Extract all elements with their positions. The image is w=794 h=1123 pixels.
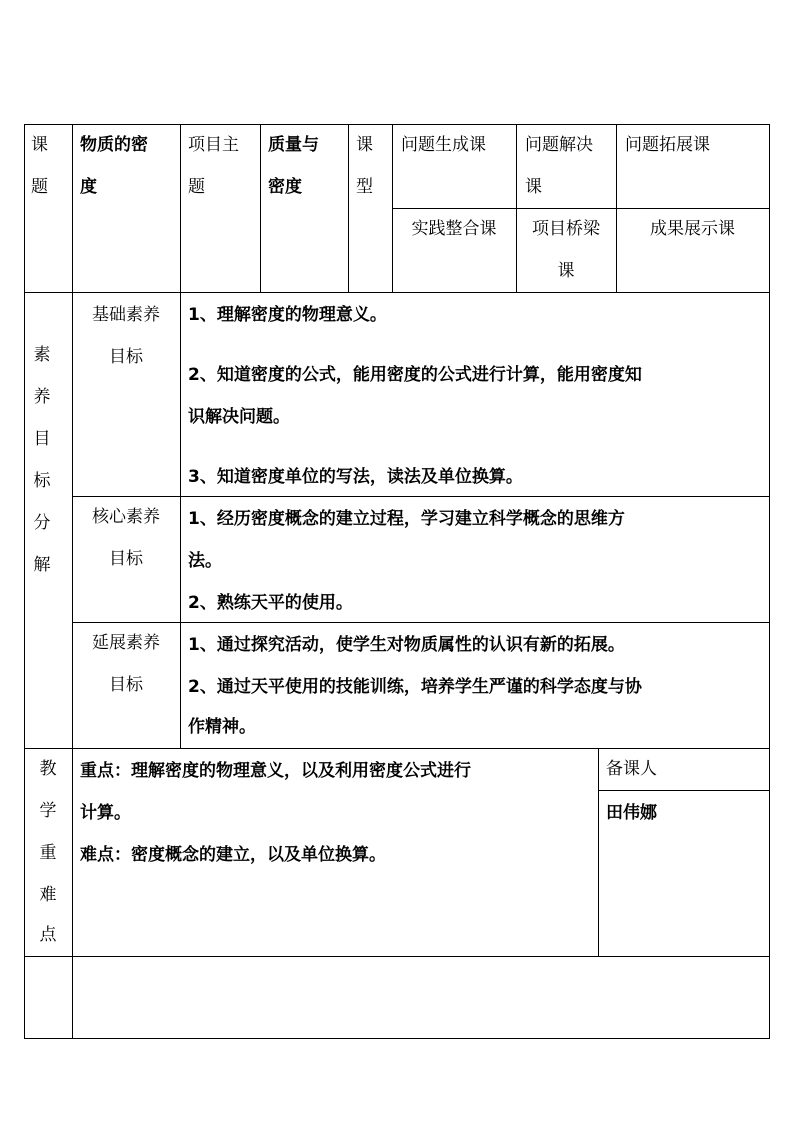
- extended-goal-line-3: 作精神。: [188, 717, 256, 737]
- key-point-line-1: 重点：理解密度的物理意义，以及利用密度公式进行: [80, 761, 471, 781]
- core-goal-label-line1: 核心素养: [92, 507, 160, 527]
- type-problem-extension: 问题拓展课: [625, 135, 710, 155]
- goals-section-label-6: 解: [33, 555, 51, 575]
- type-problem-solving-line1: 问题解决: [525, 135, 593, 155]
- type-practice-integration: 实践整合课: [411, 219, 497, 239]
- core-goal-line-3: 2、熟练天平的使用。: [188, 593, 353, 613]
- project-label-line1: 项目主: [188, 135, 239, 155]
- basic-goal-label-line2: 目标: [109, 347, 143, 367]
- type-result-display: 成果展示课: [650, 219, 735, 239]
- extended-goal-line-1: 1、通过探究活动，使学生对物质属性的认识有新的拓展。: [188, 635, 625, 655]
- type-label-line2: 型: [356, 177, 373, 197]
- basic-goal-line-3: 识解决问题。: [188, 407, 290, 427]
- goals-section-label-4: 标: [33, 471, 51, 491]
- basic-goal-line-2: 2、知道密度的公式，能用密度的公式进行计算，能用密度知: [188, 365, 642, 385]
- basic-goal-line-1: 1、理解密度的物理意义。: [188, 305, 387, 325]
- type-project-bridge-line2: 课: [557, 261, 575, 281]
- extended-goal-label-line1: 延展素养: [92, 633, 160, 653]
- project-label-line2: 题: [188, 177, 205, 197]
- key-points-label-5: 点: [39, 925, 57, 945]
- preparer-label: 备课人: [606, 759, 657, 779]
- core-goal-label-line2: 目标: [109, 549, 143, 569]
- course-title-line2: 度: [80, 177, 97, 197]
- label-ke: 课: [31, 135, 48, 155]
- key-points-label-1: 教: [39, 759, 57, 779]
- key-point-line-3: 难点：密度概念的建立，以及单位换算。: [80, 845, 386, 865]
- core-goal-line-2: 法。: [188, 551, 222, 571]
- goals-section-label-5: 分: [33, 513, 51, 533]
- type-problem-generation: 问题生成课: [401, 135, 486, 155]
- key-point-line-2: 计算。: [80, 803, 131, 823]
- label-ti: 题: [31, 177, 48, 197]
- goals-section-label-1: 素: [33, 345, 51, 365]
- basic-goal-label-line1: 基础素养: [92, 305, 160, 325]
- project-value-line1: 质量与: [268, 135, 319, 155]
- extended-goal-label-line2: 目标: [109, 675, 143, 695]
- key-points-label-2: 学: [39, 801, 57, 821]
- preparer-name: 田伟娜: [606, 803, 657, 823]
- goals-section-label-2: 养: [33, 387, 51, 407]
- key-points-label-3: 重: [39, 843, 57, 863]
- type-project-bridge-line1: 项目桥梁: [532, 219, 600, 239]
- type-problem-solving-line2: 课: [525, 177, 542, 197]
- course-title-line1: 物质的密: [80, 135, 148, 155]
- goals-section-label-3: 目: [33, 429, 51, 449]
- core-goal-line-1: 1、经历密度概念的建立过程，学习建立科学概念的思维方: [188, 509, 625, 529]
- extended-goal-line-2: 2、通过天平使用的技能训练，培养学生严谨的科学态度与协: [188, 677, 642, 697]
- type-label-line1: 课: [356, 135, 373, 155]
- key-points-label-4: 难: [39, 885, 57, 905]
- project-value-line2: 密度: [268, 177, 302, 197]
- basic-goal-line-4: 3、知道密度单位的写法，读法及单位换算。: [188, 467, 523, 487]
